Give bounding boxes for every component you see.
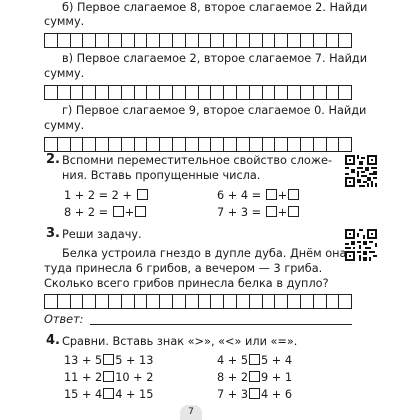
answer-grid-b[interactable] (44, 33, 352, 48)
compare-right: 9 + 1 (261, 371, 293, 384)
equation-3-text: 6 + 4 = (217, 189, 262, 202)
compare-right: 4 + 15 (115, 388, 154, 401)
task-2-line1: Вспомни переместительное свойство сложе- (62, 154, 333, 167)
answer-box[interactable] (113, 206, 124, 217)
equation-2-text: 8 + 2 = (64, 206, 109, 219)
answer-grid-g[interactable] (44, 137, 352, 152)
compare-row (64, 388, 153, 402)
answer-box[interactable] (288, 189, 299, 200)
plus-sign: + (277, 206, 288, 219)
item-v-line2: сумму. (44, 67, 85, 80)
task-2-number: 2. (46, 152, 60, 167)
answer-line[interactable] (90, 323, 352, 325)
compare-row (64, 371, 153, 385)
compare-left: 15 + 4 (64, 388, 103, 401)
compare-row (217, 354, 292, 368)
answer-label: Ответ: (44, 313, 84, 326)
task-3-line2: туда принесла 6 грибов, а вечером — 3 гриба. (44, 262, 323, 275)
task-3-line1: Белка устроила гнездо в дупле дуба. Днём она (62, 247, 347, 260)
compare-right: 4 + 6 (261, 388, 293, 401)
equation-4-text: 7 + 3 = (217, 206, 262, 219)
sign-box[interactable] (103, 371, 114, 382)
equation-2 (64, 206, 147, 220)
task-4-number: 4. (46, 333, 60, 348)
compare-row (217, 371, 292, 385)
compare-left: 13 + 5 (64, 354, 103, 367)
equation-3 (217, 189, 300, 203)
task-3-number: 3. (46, 226, 60, 241)
answer-box[interactable] (288, 206, 299, 217)
plus-sign: + (124, 206, 135, 219)
qr-code-icon (345, 229, 377, 261)
item-b-line1: б) Первое слагаемое 8, второе слагаемое 2. Найди (62, 1, 368, 14)
compare-right: 10 + 2 (115, 371, 154, 384)
compare-row (217, 388, 292, 402)
qr-code-icon (345, 155, 377, 187)
answer-box[interactable] (266, 189, 277, 200)
task-3-line3: Сколько всего грибов принесла белка в дупло? (44, 277, 329, 290)
answer-grid-v[interactable] (44, 85, 352, 100)
compare-left: 11 + 2 (64, 371, 103, 384)
item-g-line1: г) Первое слагаемое 9, второе слагаемое 0. Найди (62, 104, 367, 117)
answer-grid-task-3[interactable] (44, 294, 352, 309)
equation-1 (64, 189, 149, 203)
sign-box[interactable] (103, 388, 114, 399)
equation-1-text: 1 + 2 = 2 + (64, 189, 132, 202)
sign-box[interactable] (103, 354, 114, 365)
sign-box[interactable] (249, 388, 260, 399)
item-b-line2: сумму. (44, 15, 85, 28)
compare-left: 7 + 3 (217, 388, 249, 401)
page-number: 7 (180, 405, 202, 420)
compare-right: 5 + 13 (115, 354, 154, 367)
item-v-line1: в) Первое слагаемое 2, второе слагаемое 7. Найди (62, 52, 368, 65)
compare-left: 8 + 2 (217, 371, 249, 384)
compare-right: 5 + 4 (261, 354, 293, 367)
item-g-line2: сумму. (44, 119, 85, 132)
answer-box[interactable] (266, 206, 277, 217)
sign-box[interactable] (249, 354, 260, 365)
task-2-line2: ния. Вставь пропущенные числа. (62, 169, 261, 182)
task-4-title: Сравни. Вставь знак «>», «<» или «=». (62, 335, 298, 348)
task-3-title: Реши задачу. (62, 228, 142, 241)
answer-box[interactable] (137, 189, 148, 200)
sign-box[interactable] (249, 371, 260, 382)
compare-row (64, 354, 153, 368)
compare-left: 4 + 5 (217, 354, 249, 367)
plus-sign: + (277, 189, 288, 202)
answer-box[interactable] (135, 206, 146, 217)
equation-4 (217, 206, 300, 220)
